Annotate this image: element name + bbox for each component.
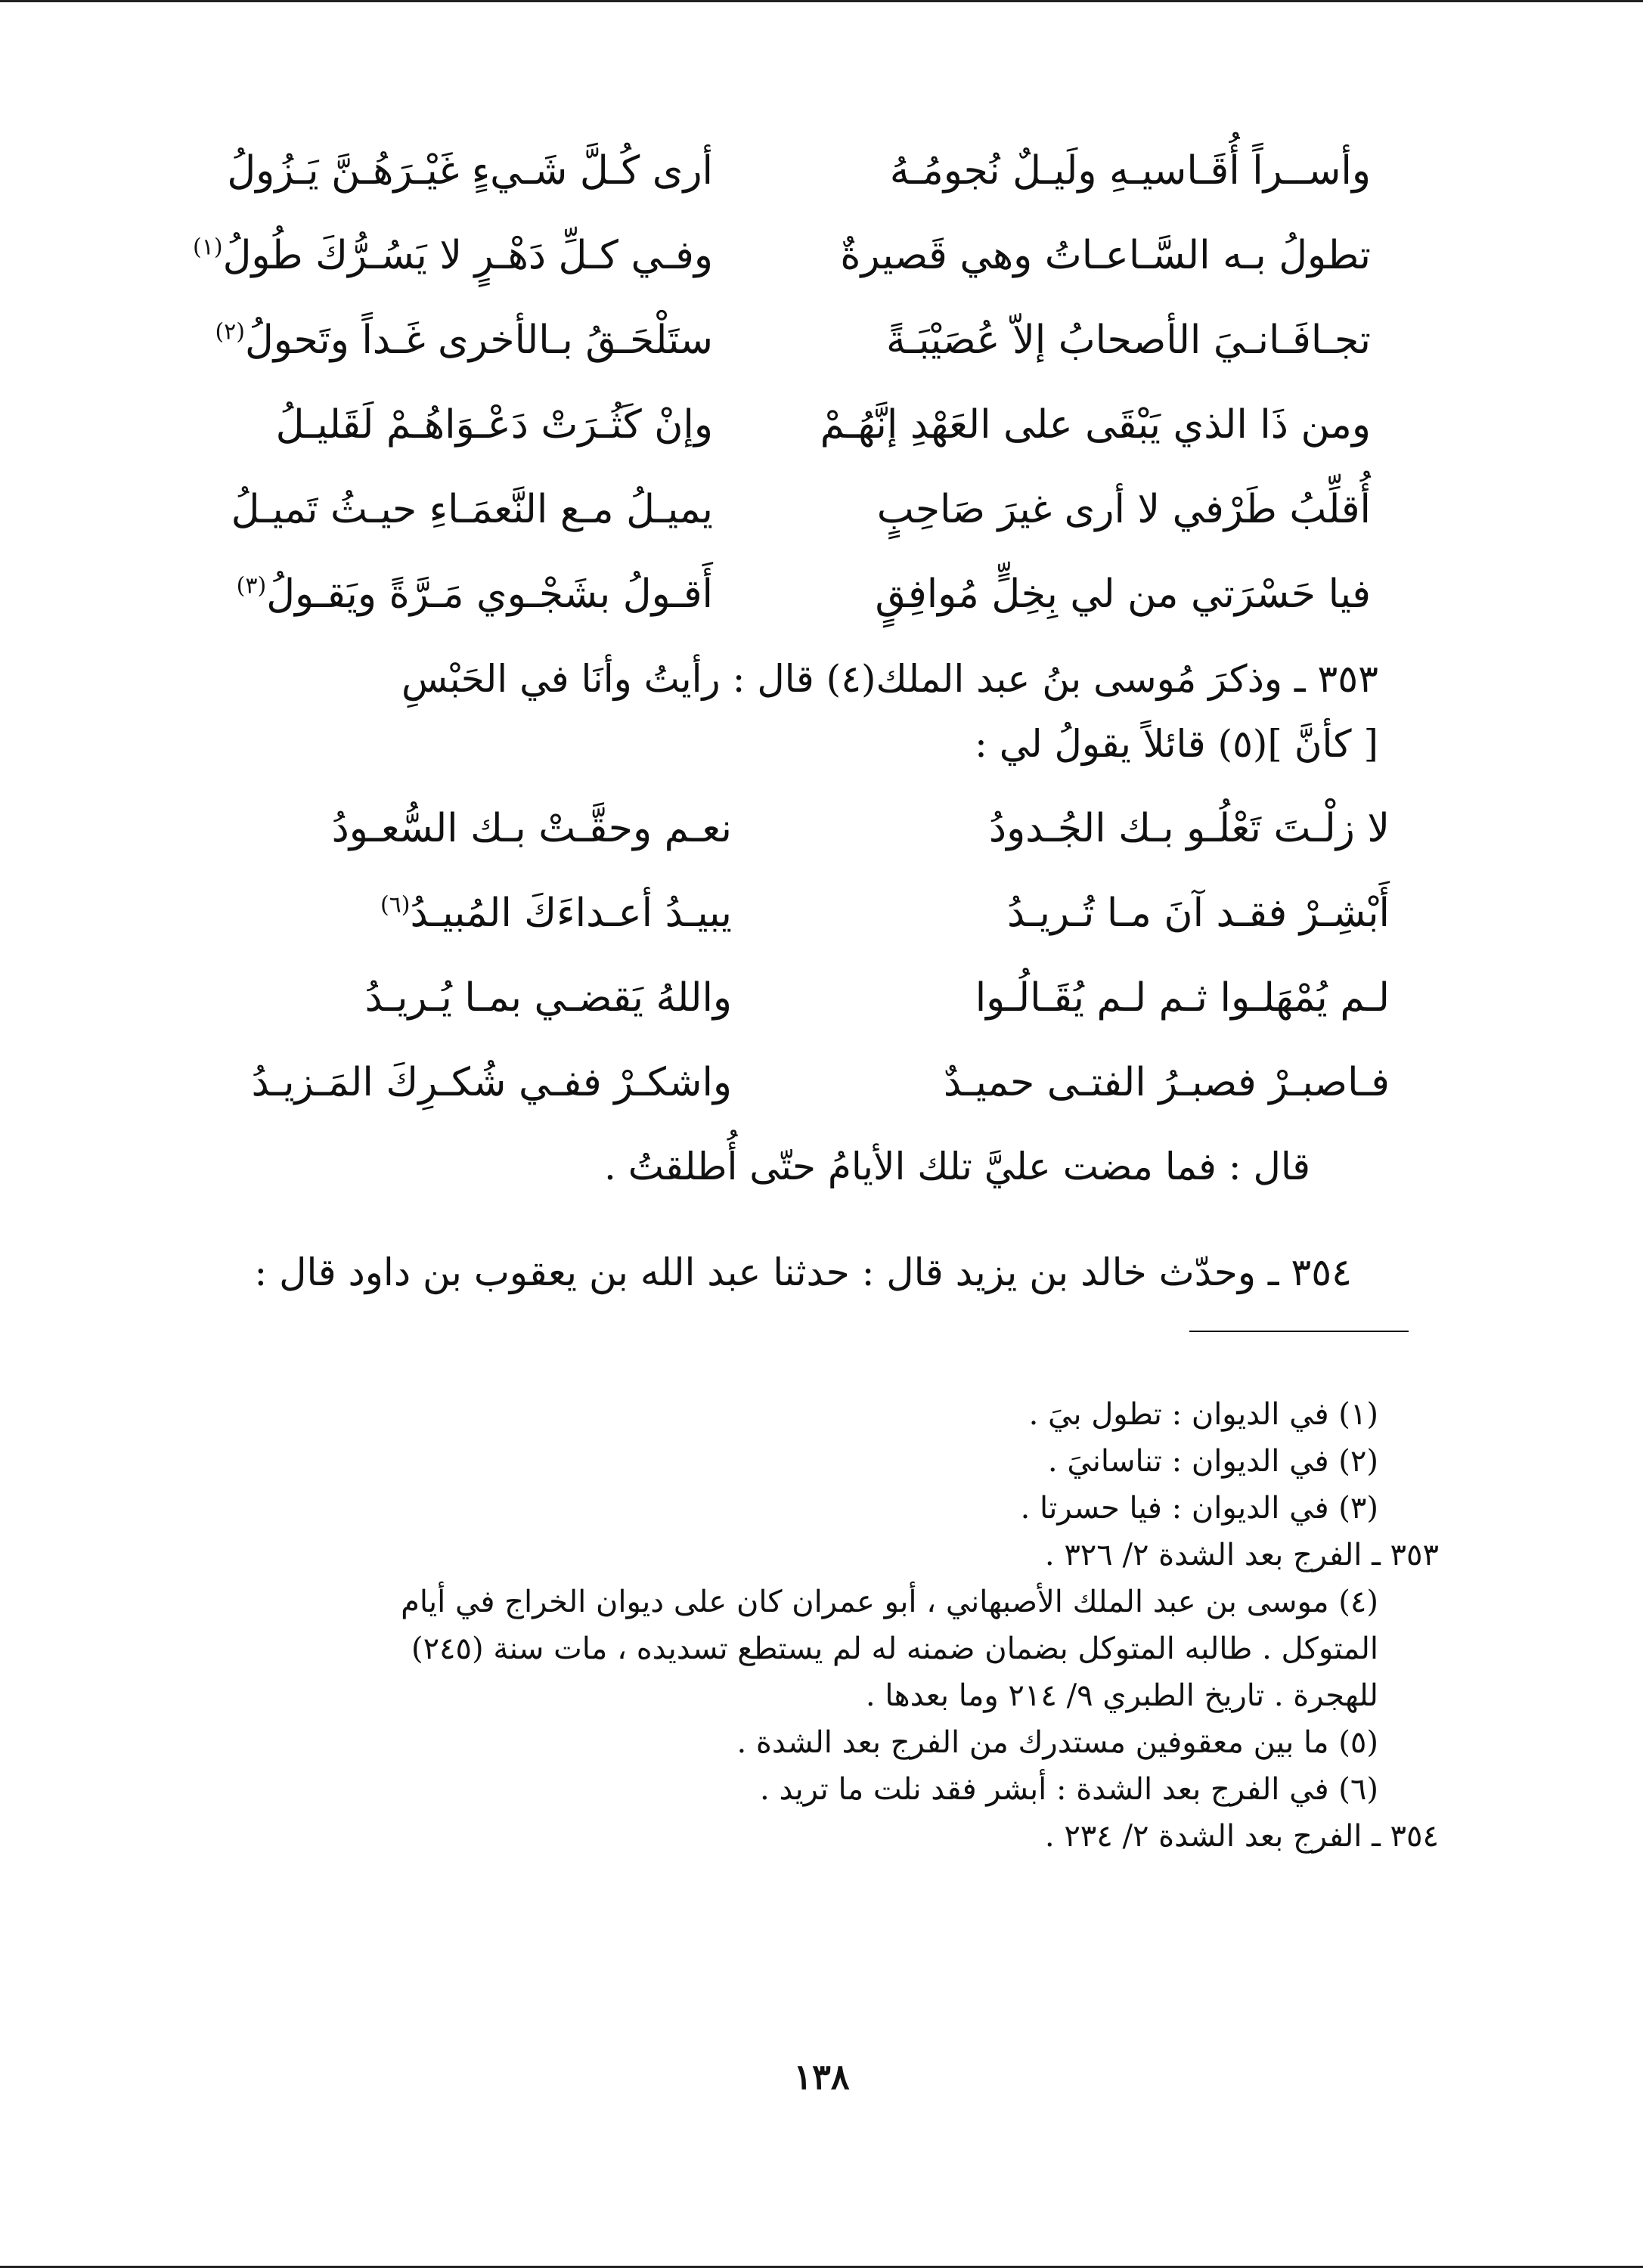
- footnote-marker: (٦): [380, 891, 411, 919]
- paragraph-353-line-1: ٣٥٣ ـ وذكرَ مُوسى بنُ عبد الملك(٤) قال : رأيتُ وأنَا في الحَبْسِ: [401, 657, 1378, 701]
- footnote-marker: (١): [193, 234, 223, 261]
- verse-first-hemistich: لـم يُمْهَلـوا ثـم لـم يُقَـالُـوا: [975, 975, 1390, 1021]
- verse-second-hemistich: [85, 229, 743, 282]
- verse-line: [104, 871, 1390, 956]
- verse-second-hemistich: [104, 971, 762, 1024]
- release-statement: قال : فما مضت عليَّ تلك الأيامُ حتّى أُطلقتُ .: [603, 1145, 1310, 1188]
- verse-first-hemistich: تطولُ بـه السَّـاعـاتُ وهي قَصيرةٌ: [840, 233, 1371, 278]
- verse-line: [85, 129, 1371, 213]
- verse-line: [85, 467, 1371, 552]
- verse-first-hemistich: فـاصبـرْ فصبـرُ الفتـى حميـدٌ: [943, 1060, 1390, 1105]
- verse-first-hemistich: أُقلِّبُ طَرْفي لا أرى غيرَ صَاحِبٍ: [876, 487, 1371, 532]
- source-note-354: ٣٥٤ ـ الفرج بعد الشدة ٢/ ٢٣٤ .: [1044, 1819, 1439, 1854]
- hemistich-text: ستَلْحَـقُ بـالأخرى غَـداً وتَحولُ: [245, 318, 713, 363]
- hemistich-text: يميـلُ مـع النَّعمَـاءِ حيـثُ تَميـلُ: [231, 487, 713, 532]
- hemistich-text: وفـي كـلِّ دَهْـرٍ لا يَسُـرُّكَ طُولُ: [222, 233, 713, 278]
- page-number: ١٣٨: [793, 2056, 850, 2097]
- source-note-353: ٣٥٣ ـ الفرج بعد الشدة ٢/ ٣٢٦ .: [1044, 1538, 1439, 1572]
- footnote-5: (٥) ما بين معقوفين مستدرك من الفرج بعد الشدة .: [736, 1725, 1378, 1760]
- poem-block-2: [104, 786, 1390, 1125]
- verse-line: [85, 213, 1371, 298]
- footnote-4-line-3: للهجرة . تاريخ الطبري ٩/ ٢١٤ وما بعدها .: [865, 1678, 1378, 1713]
- hemistich-text: نعـم وحقَّـتْ بـك السُّعـودُ: [331, 806, 732, 851]
- footnote-2: (٢) في الديوان : تناسانيَ .: [1047, 1444, 1378, 1479]
- verse-line: [85, 552, 1371, 637]
- verse-first-hemistich: لا زلْـتَ تَعْلُـو بـك الجُـدودُ: [988, 806, 1390, 851]
- verse-line: [85, 383, 1371, 467]
- verse-first-hemistich: فيا حَسْرَتي من لي بِخِلٍّ مُوافِقٍ: [875, 572, 1371, 617]
- paragraph-354: ٣٥٤ ـ وحدّث خالد بن يزيد قال : حدثنا عبد الله بن يعقوب بن داود قال :: [254, 1250, 1352, 1294]
- hemistich-text: واشكـرْ ففـي شُكـرِكَ المَـزيـدُ: [251, 1060, 732, 1105]
- verse-first-hemistich: ومن ذَا الذي يَبْقَى على العَهْدِ إنَّهُـمْ: [820, 402, 1371, 448]
- footnote-4-line-2: المتوكل . طالبه المتوكل بضمان ضمنه له لم يستطع تسديده ، مات سنة (٢٤٥): [411, 1631, 1378, 1666]
- verse-first-hemistich: أَبْشِـرْ فقـد آنَ مـا تُـريـدُ: [1006, 891, 1390, 936]
- verse-second-hemistich: [85, 483, 743, 536]
- verse-second-hemistich: [85, 144, 743, 197]
- verse-first-hemistich: تجـافَـانـيَ الأصحابُ إلاّ عُصَيْبَـةً: [885, 318, 1371, 363]
- footnote-3: (٣) في الديوان : فيا حسرتا .: [1020, 1491, 1378, 1526]
- verse-line: [104, 1040, 1390, 1125]
- footnotes: [78, 1391, 1439, 1860]
- hemistich-text: واللهُ يَقضـي بمـا يُـريـدُ: [364, 975, 732, 1021]
- verse-second-hemistich: [104, 1056, 762, 1109]
- footnote-marker: (٣): [236, 572, 267, 600]
- footnote-6: (٦) في الفرج بعد الشدة : أبشر فقد نلت ما تريد .: [760, 1772, 1378, 1807]
- verse-line: [104, 786, 1390, 871]
- verse-line: [104, 956, 1390, 1040]
- verse-second-hemistich: [85, 314, 743, 367]
- verse-second-hemistich: [85, 568, 743, 621]
- verse-second-hemistich: [104, 802, 762, 855]
- verse-second-hemistich: [85, 398, 743, 451]
- hemistich-text: أرى كُـلَّ شَـيءٍ غَيْـرَهُـنَّ يَـزُولُ: [227, 148, 713, 194]
- hemistich-text: يبيـدُ أعـداءَكَ المُبيـدُ: [410, 891, 732, 936]
- hemistich-text: وإنْ كَثُـرَتْ دَعْـوَاهُـمْ لَقَليـلُ: [275, 402, 713, 448]
- verse-second-hemistich: [104, 887, 762, 940]
- hemistich-text: أَقـولُ بشَجْـوي مَـرَّةً ويَقـولُ: [266, 572, 713, 617]
- footnote-4: [78, 1579, 1439, 1719]
- paragraph-353: [108, 646, 1378, 776]
- footnote-1: (١) في الديوان : تطول بيَ .: [1028, 1397, 1378, 1432]
- verse-first-hemistich: وأســراً أُقَـاسيـهِ ولَيـلٌ نُجومُـهُ: [889, 148, 1371, 194]
- footnote-separator: [1189, 1331, 1409, 1332]
- poem-block-1: [85, 129, 1371, 637]
- verse-line: [85, 298, 1371, 383]
- paragraph-353-line-2: [ كأنَّ ](٥) قائلاً يقولُ لي :: [974, 722, 1378, 766]
- scan-top-edge: [0, 0, 1643, 2]
- footnote-marker: (٢): [215, 318, 246, 345]
- footnote-4-line-1: (٤) موسى بن عبد الملك الأصبهاني ، أبو عمران كان على ديوان الخراج في أيام: [401, 1585, 1378, 1619]
